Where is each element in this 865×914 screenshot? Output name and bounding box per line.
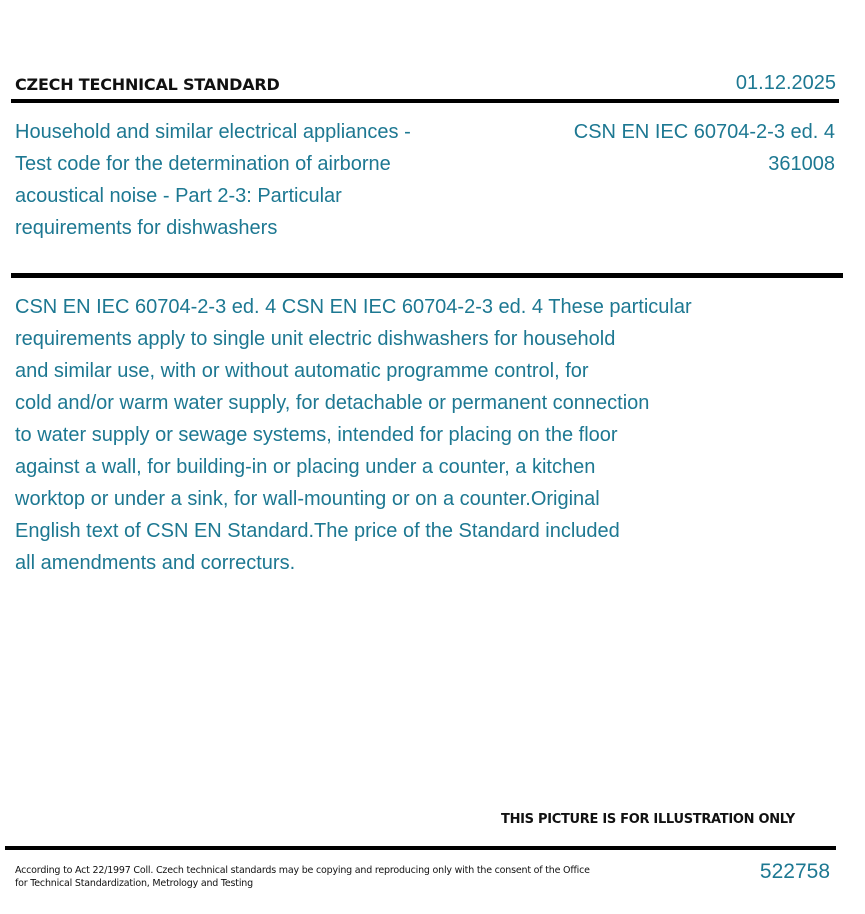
standard-description: CSN EN IEC 60704-2-3 ed. 4 CSN EN IEC 60704-2-3 ed. 4 These particular requirements apply to single unit electric dishwashers for household and similar use, with or without automatic programme control, for cold and/or warm water supply, for detachable or permanent connection to water supply or sewage systems, intended for placing on the floor against a wall, for building-in or placing under a counter, a kitchen worktop or under a sink, for wall-mounting or on a counter.Original English text of CSN EN Standard.The price of the Standard included all amendments and correcturs. [15,296,692,574]
copyright-notice-line-2: for Technical Standardization, Metrology and Testing [15,878,253,889]
catalog-number: 522758 [759,860,830,883]
header-divider [11,99,839,103]
standard-title: Household and similar electrical appliances - Test code for the determination of airborne acoustical noise - Part 2-3: Particular requirements for dishwashers [15,121,411,239]
illustration-disclaimer: THIS PICTURE IS FOR ILLUSTRATION ONLY [501,812,795,827]
publication-date: 01.12.2025 [735,72,836,94]
footer-divider [5,846,836,850]
document-type-label: CZECH TECHNICAL STANDARD [15,75,280,94]
standard-code: CSN EN IEC 60704-2-3 ed. 4 [573,121,835,143]
classification-number: 361008 [768,153,835,175]
section-divider [11,273,843,278]
standard-reference [574,116,835,180]
copyright-notice-line-1: According to Act 22/1997 Coll. Czech technical standards may be copying and reproducing only with the consent of the Office [15,865,590,876]
copyright-notice [15,864,595,890]
